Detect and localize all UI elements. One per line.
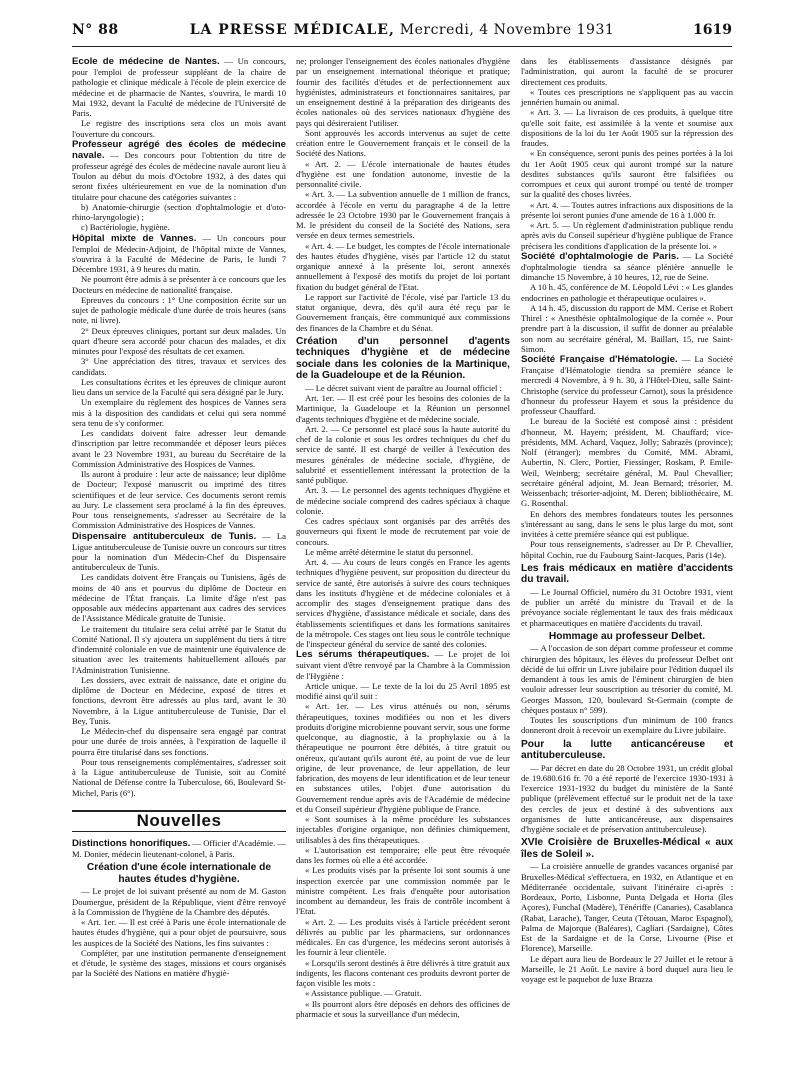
- column-1: [72, 56, 286, 979]
- para: « Sont soumises à la même procédure les substances injectables d'origine organique, non définies chimiquement, utilisables à des fins thérapeutiques.: [296, 814, 510, 845]
- para: « Art. 3. — La livraison de ces produits, à quelque titre qu'elle soit faite, est assimilée à la vente et soumise aux dispositions de la loi du 1er Août 1905 sur la répression des fraudes.: [521, 107, 733, 148]
- para: Un exemplaire du règlement des hospices de Vannes sera mis à la disposition des candidats et celui qui sera nommé sera tenu de s'y conformer.: [72, 397, 286, 428]
- issue-number: N° 88: [72, 22, 119, 38]
- para: « Art. 1er. — Les virus atténués ou non, sérums thérapeutiques, toxines modifiées ou non et les divers produits d'origine microbienne pouvant servir, sous une forme quelconque, au diagnostic, à la prophylaxie ou à la thérapeutique ne pourront être débités, à titre gratuit ou onéreux, qu'autant qu'ils auront été, au point de vue de leur origine, de leur provenance, de leur appellation, de leur fabrication, des moyens de leur identification et de leur teneur en substances utiles, l'objet d'une autorisation du Gouvernement rendue après avis de l'Académie de médecine et du Conseil supérieur d'hygiène publique de France.: [296, 701, 510, 814]
- para: — Le décret suivant vient de paraître au Journal officiel :: [305, 382, 502, 393]
- heading-hommage-delbet: Hommage au professeur Delbet.: [548, 630, 706, 642]
- article-vannes: [72, 233, 286, 275]
- heading-serums: Les sérums thérapeutiques.: [296, 649, 430, 661]
- text-vannes: — Un concours pour l'emploi de Médecin-Adjoint, de l'hôpital mixte de Vannes, s'ouvrira à la Faculté de Médecine de Paris, le lundi 7 Décembre 1931, à 9 heures du matin.: [72, 232, 286, 274]
- text-distinctions: — Officier d'Académie. — M. Donier, médecin lieutenant-colonel, à Paris.: [72, 838, 286, 859]
- para: « Art. 5. — Un règlement d'administration publique rendu après avis du Conseil supérieur d'hygiène publique de France précisera les conditions d'application de la présente loi. »: [521, 220, 733, 251]
- para: c) Bactériologie, hygiène.: [81, 222, 170, 233]
- heading-naval: Professeur agrégé des écoles de médecine navale.: [72, 138, 286, 161]
- para: « Ils pourront alors être déposés en dehors des officines de pharmacie et sous la surveillance d'un médecin,: [296, 998, 510, 1019]
- heading-nantes: Ecole de médecine de Nantes.: [72, 56, 220, 67]
- heading-creation-ecole: Création d'une école internationale de hautes études d'hygiène.: [86, 862, 272, 885]
- text-naval: — Des concours pour l'obtention du titre de professeur agrégé des écoles de médecine navale auront lieu à Toulon au début du mois d'Octobre 1932, à des dates qui seront fixées ultérieurement en vue de la nomination d'un titulaire pour chacune des catégories suivantes :: [72, 149, 286, 202]
- article-hematologie: [521, 354, 733, 416]
- para: Art. 3. — Le personnel des agents techniques d'hygiène et de médecine sociale comprend des cadres spéciaux à chaque colonie.: [296, 485, 510, 516]
- para: A 10 h. 45, conférence de M. Léopold Lévi : « Les glandes endocrines en pathologie et thérapeutique oculaires ».: [521, 282, 733, 303]
- para: « Assistance publique. — Gratuit.: [305, 988, 422, 999]
- article-serums: [296, 649, 510, 681]
- para: « L'autorisation est temporaire; elle peut être révoquée dans les formes où elle a été accordée.: [296, 844, 510, 865]
- para: Le Médecin-chef du dispensaire sera engagé par contrat pour une durée de trois années, à l'expiration de laquelle il pourra être titularisé dans ses fonctions.: [72, 726, 286, 757]
- para: Le registre des inscriptions sera clos un mois avant l'ouverture du concours.: [72, 118, 286, 139]
- para: « Art. 1er. — Il est créé à Paris une école internationale de hautes études d'hygiène, qui a pour objet de poursuivre, sous les auspices de la Société des Nations, les fins suivantes :: [72, 917, 286, 948]
- para: « Art. 4. — Le budget, les comptes de l'école internationale des hautes études d'hygiène, visés par l'article 12 du statut organique annexé à la présente loi, seront annexés annuellement à l'exposé des motifs du projet de loi portant fixation du budget général de l'Etat.: [296, 240, 510, 292]
- heading-croisiere: XVIe Croisière de Bruxelles-Médical « aux îles de Soleil ».: [521, 837, 733, 860]
- issue-date: Mercredi, 4 Novembre 1931: [399, 22, 615, 38]
- column-2: [296, 56, 510, 1019]
- heading-agents-techniques: Création d'un personnel d'agents techniques d'hygiène et de médecine sociale dans les colonies de la Martinique, de la Guadeloupe et de la Réunion.: [296, 335, 510, 382]
- para: dans les établissements d'assistance désignés par l'administration, qui auront la faculté de se procurer directement ces produits.: [521, 56, 733, 87]
- para: 3° Une appréciation des titres, travaux et services des candidats.: [72, 356, 286, 377]
- para: « Les produits visés par la présente loi sont soumis à une inspection exercée par une commission nommée par le ministre compétent. Les frais d'enquête pour autorisation incombent au demandeur, les frais de contrôle incombent à l'Etat.: [296, 865, 510, 917]
- para: Ils auront à produire : leur acte de naissance; leur diplôme de Docteur; l'exposé manuscrit ou imprimé des titres scientifiques et de leur service. Ces documents seront remis au Jury. Le classement sera proclamé à la fin des épreuves. Pour tous renseignements, s'adresser au Secrétaire de la Commission Administrative des Hospices de Vannes.: [72, 469, 286, 531]
- para: Article unique. — Le texte de la loi du 25 Avril 1895 est modifié ainsi qu'il suit :: [296, 680, 510, 701]
- para: Les candidats doivent faire adresser leur demande d'inscription par lettre recommandée et déposer leurs pièces avant le 23 Novembre 1931, au bureau du Secrétaire de la Commission Administrative des Hospices de Vannes.: [72, 428, 286, 469]
- heading-lutte-anticancereuse: Pour la lutte anticancéreuse et antituberculeuse.: [521, 738, 733, 761]
- para: Ces cadres spéciaux sont organisés par des arrêtés des gouverneurs qui fixent le mode de recrutement par voie de concours.: [296, 516, 510, 547]
- heading-distinctions: Distinctions honorifiques.: [72, 838, 191, 849]
- para: Toutes les souscriptions d'un minimum de 100 francs donneront droit à recevoir un exemplaire du Livre jubilaire.: [521, 715, 733, 736]
- section-banner: [72, 810, 286, 832]
- text-ophtalmologie: — La Société d'ophtalmologie tiendra sa séance plénière annuelle le dimanche 15 Novembre, à 10 heures, 12, rue de Seine.: [521, 250, 733, 282]
- section-title-nouvelles: Nouvelles: [136, 810, 222, 830]
- page-header: [72, 22, 732, 44]
- para: En dehors des membres fondateurs toutes les personnes s'intéressant au sang, dans le sens le plus large du mot, sont invitées à cette première séance qui est publique.: [521, 508, 733, 539]
- para: « Toutes ces prescriptions ne s'appliquent pas au vaccin jennérien humain ou animal.: [521, 86, 733, 107]
- para: ne; prolonger l'enseignement des écoles nationales d'hygiène par un enseignement international théorique et pratique; fournir des facilités d'études et de perfectionnement aux hygiénistes, administrateurs et fonctionnaires sanitaires, par un enseignement destiné à la préparation des dirigeants des écoles nationales où des services nationaux d'hygiène des pays qui désireraient l'utiliser.: [296, 56, 510, 128]
- para: Le bureau de la Société est composé ainsi : président d'honneur, M. Hayem; président, M. Chauffard; vice-présidents, MM. Achard, Vaquez, Jolly; Sabrazès (province); Nolf (étranger); membres du Comité, MM. Abrami, Aubertin, N. Clerc, Portier, Fiessinger, Roskam, P. Emile-Weil, Weinberg; secrétaire général, M. Paul Chevallier; secrétaire général adjoint, M. Jean Bernard; trésorier, M. Weissenbach; trésorier-adjoint, M. Deren; bibliothécaire, M. G. Rosenthal.: [521, 416, 733, 509]
- para: Pour tous renseignements complémentaires, s'adresser soit à la Ligue antituberculeuse de Tunisie, soit au Comité National de Défense contre la Tuberculose, 66, Boulevard St-Michel, Paris (6°).: [72, 756, 286, 798]
- para: « Lorsqu'ils seront destinés à être délivrés à titre gratuit aux indigents, les flacons contenant ces produits devront porter de façon visible les mots :: [296, 957, 510, 988]
- para: Art. 4. — Au cours de leurs congés en France les agents techniques d'hygiène peuvent, sur proposition du directeur du service de santé, être autorisés à suivre des cours techniques dans les instituts d'hygiène et de médecine coloniales et à accomplir des stages d'enseignement pratique dans des services d'hygiène, d'assistance médicale et sociale, dans des établissements scientifiques et dans les formations sanitaires de la métropole. Ces stages ont lieu sous le contrôle technique de l'inspecteur général du service de santé des colonies.: [296, 557, 510, 649]
- para: Les candidats doivent être Français ou Tunisiens, âgés de moins de 40 ans et pourvus du diplôme de Docteur en médecine de l'État français. La limite d'âge n'est pas opposable aux médecins appartenant aux cadres des services de l'Assistance Médicale gratuite de Tunisie.: [72, 572, 286, 624]
- para: Le même arrêté détermine le statut du personnel.: [305, 546, 473, 557]
- para: « Art. 2. — Les produits visés à l'article précédent seront délivrés au public par les pharmaciens, sur ordonnances médicales. En cas d'urgence, les médecins seront autorisés à les fournir à leur clientèle.: [296, 916, 510, 958]
- para: — Le Journal Officiel, numéro du 31 Octobre 1931, vient de publier un arrêté du ministre du Travail et de la prévoyance sociale réglementant le taux des frais médicaux et pharmaceutiques en matière d'accidents du travail.: [521, 586, 733, 628]
- page-number: 1619: [693, 22, 732, 38]
- heading-vannes: Hôpital mixte de Vannes.: [72, 232, 197, 244]
- para: Compléter, par une institution permanente d'enseignement et d'étude, le système des stages, missions et cours organisés par la Société des Nations en matière d'hygiè-: [72, 947, 286, 979]
- para: « Art. 3. — La subvention annuelle de 1 million de francs, accordée à l'école en vertu du paragraphe 4 de la lettre adressée le 23 Octobre 1930 par le Gouvernement français à M. le président du conseil de la Société des Nations, sera versée en deux termes semestriels.: [296, 189, 510, 241]
- heading-frais-medicaux: Les frais médicaux en matière d'accidents du travail.: [521, 562, 733, 586]
- para: — Le projet de loi suivant présenté au nom de M. Gaston Doumergue, président de la République, vient d'être renvoyé à la Commission de l'hygiène de la Chambre des députés.: [72, 886, 286, 917]
- para: Les consultations écrites et les épreuves de clinique auront lieu dans un service de la Faculté qui sera désigné par le Jury.: [72, 376, 286, 397]
- para: Epreuves du concours : 1° Une composition écrite sur un sujet de pathologie médicale d'une durée de trois heures (sans note, ni livre).: [72, 294, 286, 326]
- para: « En conséquence, seront punis des peines portées à la loi du 1er Août 1905 ceux qui auront trompé sur la nature desdites substances qu'ils sauront être falsifiées ou corrompues et ceux qui auront trompé ou tenté de tromper sur la qualité des choses livrées.: [521, 148, 733, 200]
- para: A 14 h. 45, discussion du rapport de MM. Cerise et Robert Thirel : « Anesthésie ophtalmologique de la cornée ». Pour prendre part à la discussion, il suffit de donner au préalable son nom au secrétaire général, M. Baillart, 15, rue Saint-Simon.: [521, 302, 733, 354]
- heading-hematologie: Société Française d'Hématologie.: [521, 354, 678, 365]
- text-hematologie: — La Société Française d'Hématologie tiendra sa première séance le mercredi 4 Novembre, à 9 h. 30, à l'Hôtel-Dieu, salle Saint-Christophe (service du professeur Carnot), sous la présidence d'honneur du professeur Hayem et sous la présidence du professeur Chauffard.: [521, 354, 733, 416]
- para: « Art. 4. — Toutes autres infractions aux dispositions de la présente loi seront punies d'une amende de 16 à 1.000 fr.: [521, 199, 733, 220]
- column-3: [521, 56, 733, 984]
- header-rule: [72, 46, 732, 47]
- para: Les dossiers, avec extrait de naissance, date et origine du diplôme de Docteur en Médecine, exposé de titres et fonctions, devront être adressés au plus tard, avant le 30 Novembre, à la Ligue antituberculeuse de Tunisie, Dar el Bey, Tunis.: [72, 674, 286, 726]
- para: Le traitement du titulaire sera celui arrêté par le Statut du Comité National. Il s'y ajoutera un supplément du tiers à titre d'indemnité coloniale en vue de maintenir une équivalence de situation avec les traitements habituellement alloués par l'Administration Tunisienne.: [72, 623, 286, 675]
- para: Le rapport sur l'activité de l'école, visé par l'article 13 du statut organique, devra, dès qu'il aura été reçu par le Gouvernement français, être communiqué aux commissions des finances de la Chambre et du Sénat.: [296, 291, 510, 333]
- para: « Art. 2. — L'école internationale de hautes études d'hygiène est une fondation autonome, investie de la personnalité civile.: [296, 158, 510, 189]
- article-naval: [72, 139, 286, 202]
- article-nantes: [72, 56, 286, 118]
- article-tunis: [72, 531, 286, 573]
- article-distinctions: [72, 838, 286, 859]
- heading-ophtalmologie: Société d'ophtalmologie de Paris.: [521, 250, 679, 262]
- para: — A l'occasion de son départ comme professeur et comme chirurgien des hôpitaux, les élèves du professeur Delbet ont décidé de lui offrir un Livre jubilaire pour l'édition duquel ils demandent à tous les amis de l'éminent chirurgien de bien vouloir adresser leur souscription au trésorier du comité, M. Georges Masson, 120, boulevard St-Germain (compte de chèques postaux n° 599).: [521, 643, 733, 715]
- text-tunis: — La Ligue antituberculeuse de Tunisie ouvre un concours sur titres pour la nomination d'un Médecin-Chef du Dispensaire antituberculeux de Tunis.: [72, 530, 286, 572]
- para: Sont approuvés les accords intervenus au sujet de cette création entre le Gouvernement français et le conseil de la Société des Nations.: [296, 127, 510, 159]
- para: b) Anatomie-chirurgie (section d'ophtalmologie et d'oto-rhino-laryngologie) ;: [72, 201, 286, 222]
- para: 2° Deux épreuves cliniques, portant sur deux malades. Un quart d'heure sera accordé pour chacun des malades, et dix minutes pour l'exposé des résultats de cet examen.: [72, 325, 286, 356]
- para: Art. 2. — Ce personnel est placé sous la haute autorité du chef de la colonie et sous les ordres techniques du chef du service de santé. Il est chargé de veiller à l'exécution des mesures générales de médecine sociale, d'hygiène, de salubrité et essentiellement intéressant la protection de la santé publique.: [296, 423, 510, 485]
- journal-title: [72, 22, 732, 38]
- text-serums: — Le projet de loi suivant vient d'être renvoyé par la Chambre à la Commission de l'Hygiène :: [296, 649, 510, 681]
- text-nantes: — Un concours, pour l'emploi de professeur suppléant de la chaire de pathologie et clinique médicale à l'école de plein exercice de médecine et de pharmacie de Nantes, s'ouvrira, le mardi 10 Mai 1932, devant la Faculté de médecine de l'Université de Paris.: [72, 56, 286, 118]
- journal-name: LA PRESSE MÉDICALE,: [189, 22, 395, 38]
- para: Art. 1er. — Il est créé pour les besoins des colonies de la Martinique, la Guadeloupe et la Réunion un personnel d'agents techniques d'hygiène et de médecine sociale.: [296, 393, 510, 424]
- para: — La croisière annuelle de grandes vacances organisé par Bruxelles-Médical s'effectuera, en 1932, en Atlantique et en Méditerranée occidentale, suivant l'itinéraire ci-après : Bordeaux, Porto, Lisbonne, Punta Delgada et Horta (îles Açores), Funchal (Madère), Ténériffe (Canaries), Casablanca (Rabat, Larache), Tanger, Ceuta (Tétouan, Maroc Espagnol), Palma de Majorque (Baléares), Cagliari (Sardaigne), Côtes Est de la Sardaigne et de la Corse, Livourne (Pise et Florence), Marseille.: [521, 861, 733, 954]
- para: — Par décret en date du 28 Octobre 1931, un crédit global de 19.680.616 fr. 70 a été reporté de l'exercice 1930-1931 à l'exercice 1931-1932 du budget du ministère de la Santé publique (prélèvement effectué sur le produit net de la taxe des cercles de jeux et destiné à des subventions aux organismes de lutte anticancéreuse, aux dispensaires d'hygiène sociale et de préservation antituberculeuse).: [521, 762, 733, 834]
- para: Le départ aura lieu de Bordeaux le 27 Juillet et le retour à Marseille, le 21 Août. Le navire à bord duquel aura lieu le voyage est le paquebot de luxe Brazza: [521, 953, 733, 984]
- article-ophtalmologie: [521, 251, 733, 283]
- para: Pour tous renseignements, s'adresser au Dr P. Chevallier, hôpital Cochin, rue du Faubourg Saint-Jacques, Paris (14e).: [521, 539, 733, 560]
- para: Ne pourront être admis à se présenter à ce concours que les Docteurs en médecine de nationalité française.: [72, 274, 286, 295]
- heading-tunis: Dispensaire antituberculeux de Tunis.: [72, 530, 257, 542]
